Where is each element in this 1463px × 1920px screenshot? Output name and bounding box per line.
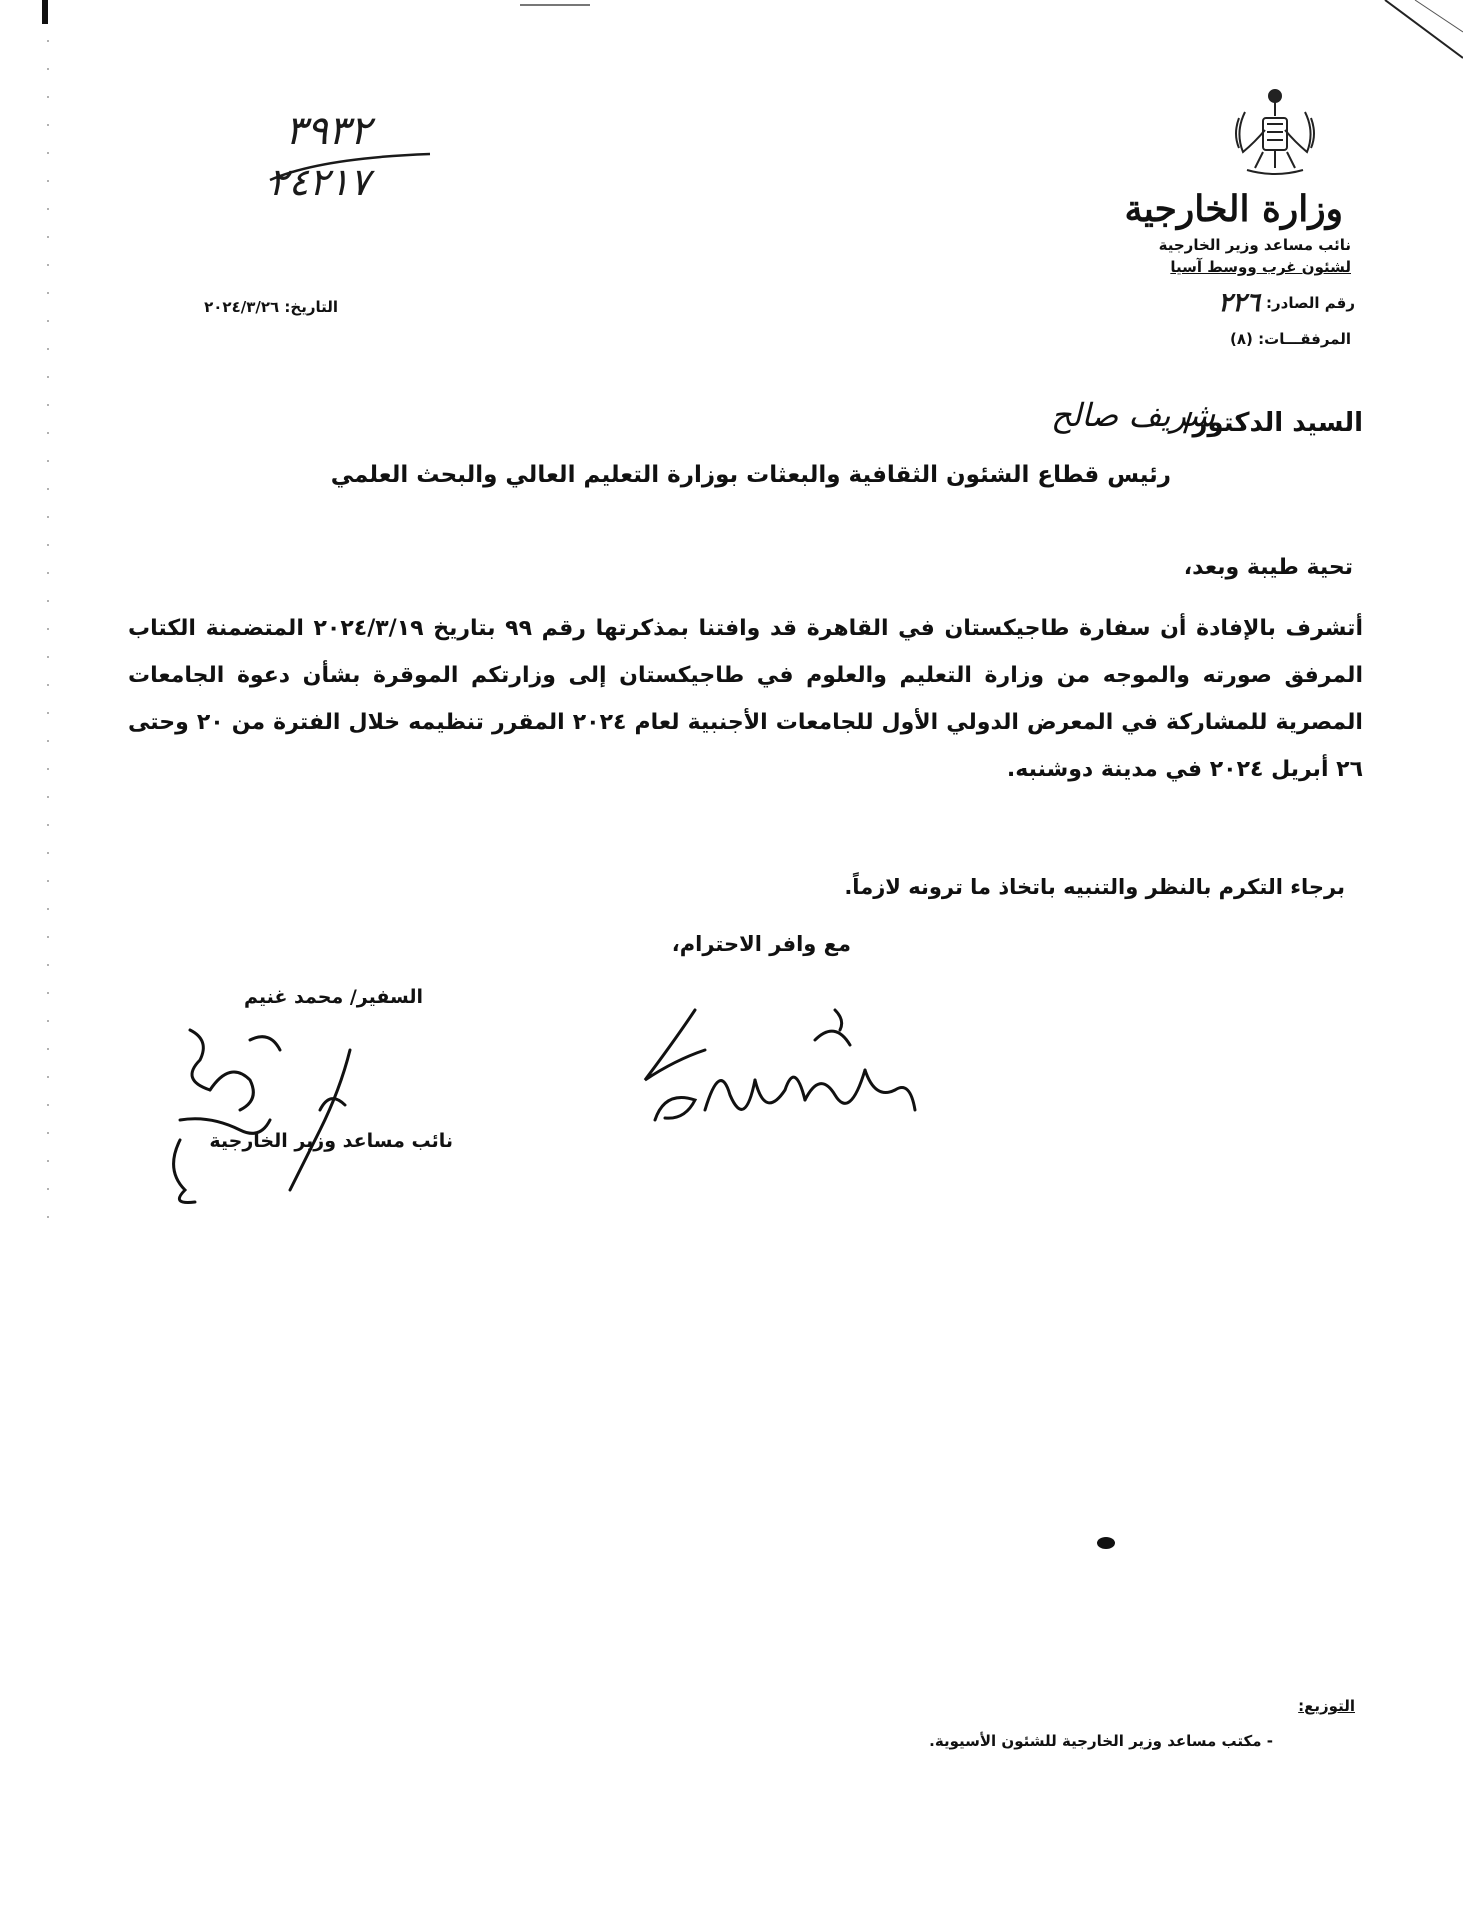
date-value: ٢٠٢٤/٣/٢٦ — [204, 298, 280, 316]
ink-blot — [1096, 1536, 1116, 1550]
distribution-item: - مكتب مساعد وزير الخارجية للشئون الأسيوية. — [929, 1732, 1273, 1750]
scan-corner-fold — [1375, 0, 1463, 60]
office-line1: نائب مساعد وزير الخارجية — [1158, 236, 1351, 254]
closing-line: مع وافر الاحترام، — [671, 932, 851, 956]
center-signature — [635, 1000, 925, 1140]
addressee-name-handwritten: شريف صالح — [1051, 396, 1215, 434]
ambassador-title: السفير/ محمد غنيم — [244, 986, 423, 1008]
greeting: تحية طيبة وبعد، — [1183, 555, 1353, 580]
ambassador-signature — [150, 1020, 400, 1210]
addressee-position: رئيس قطاع الشئون الثقافية والبعثات بوزارة التعليم العالي والبحث العلمي — [330, 462, 1171, 488]
date-row — [204, 298, 338, 316]
outgoing-label: رقم الصادر: — [1266, 294, 1355, 312]
attachments-count: المرفقـــات: (٨) — [1230, 330, 1351, 348]
handwritten-ref-2: ٢٤٢١٧ — [268, 160, 371, 204]
outgoing-number-row — [1218, 288, 1355, 318]
eagle-emblem-icon — [1225, 82, 1325, 182]
addressee-title: السيد الدكتور/ — [1182, 408, 1363, 438]
distribution-title: التوزيع: — [1298, 1697, 1355, 1715]
ambassador-role: نائب مساعد وزير الخارجية — [209, 1130, 453, 1152]
date-label: التاريخ: — [284, 298, 338, 316]
scan-edge-mark — [42, 0, 48, 24]
office-line2: لشئون غرب ووسط آسيا — [1170, 258, 1351, 276]
outgoing-number-handwritten: ٢٢٦ — [1218, 288, 1261, 318]
request-line: برجاء التكرم بالنظر والتنبيه باتخاذ ما ترونه لازماً. — [844, 875, 1345, 899]
scan-dotted-edge — [46, 40, 50, 1240]
scan-edge-mark — [520, 4, 590, 6]
handwritten-ref-1: ٣٩٣٢ — [285, 108, 371, 154]
ministry-name: وزارة الخارجية — [1124, 188, 1343, 230]
body-paragraph: أتشرف بالإفادة أن سفارة طاجيكستان في القاهرة قد وافتنا بمذكرتها رقم ٩٩ بتاريخ ٢٠٢٤/٣/١٩ المتضمنة الكتاب المرفق صورته والموجه من وزارة التعليم والعلوم في طاجيكستان إلى وزارتكم الموقرة بشأن دعوة الجامعات المصرية للمشاركة في المعرض الدولي الأول للجامعات الأجنبية لعام ٢٠٢٤ المقرر تنظيمه خلال الفترة من ٢٠ وحتى ٢٦ أبريل ٢٠٢٤ في مدينة دوشنبه. — [128, 616, 1363, 782]
